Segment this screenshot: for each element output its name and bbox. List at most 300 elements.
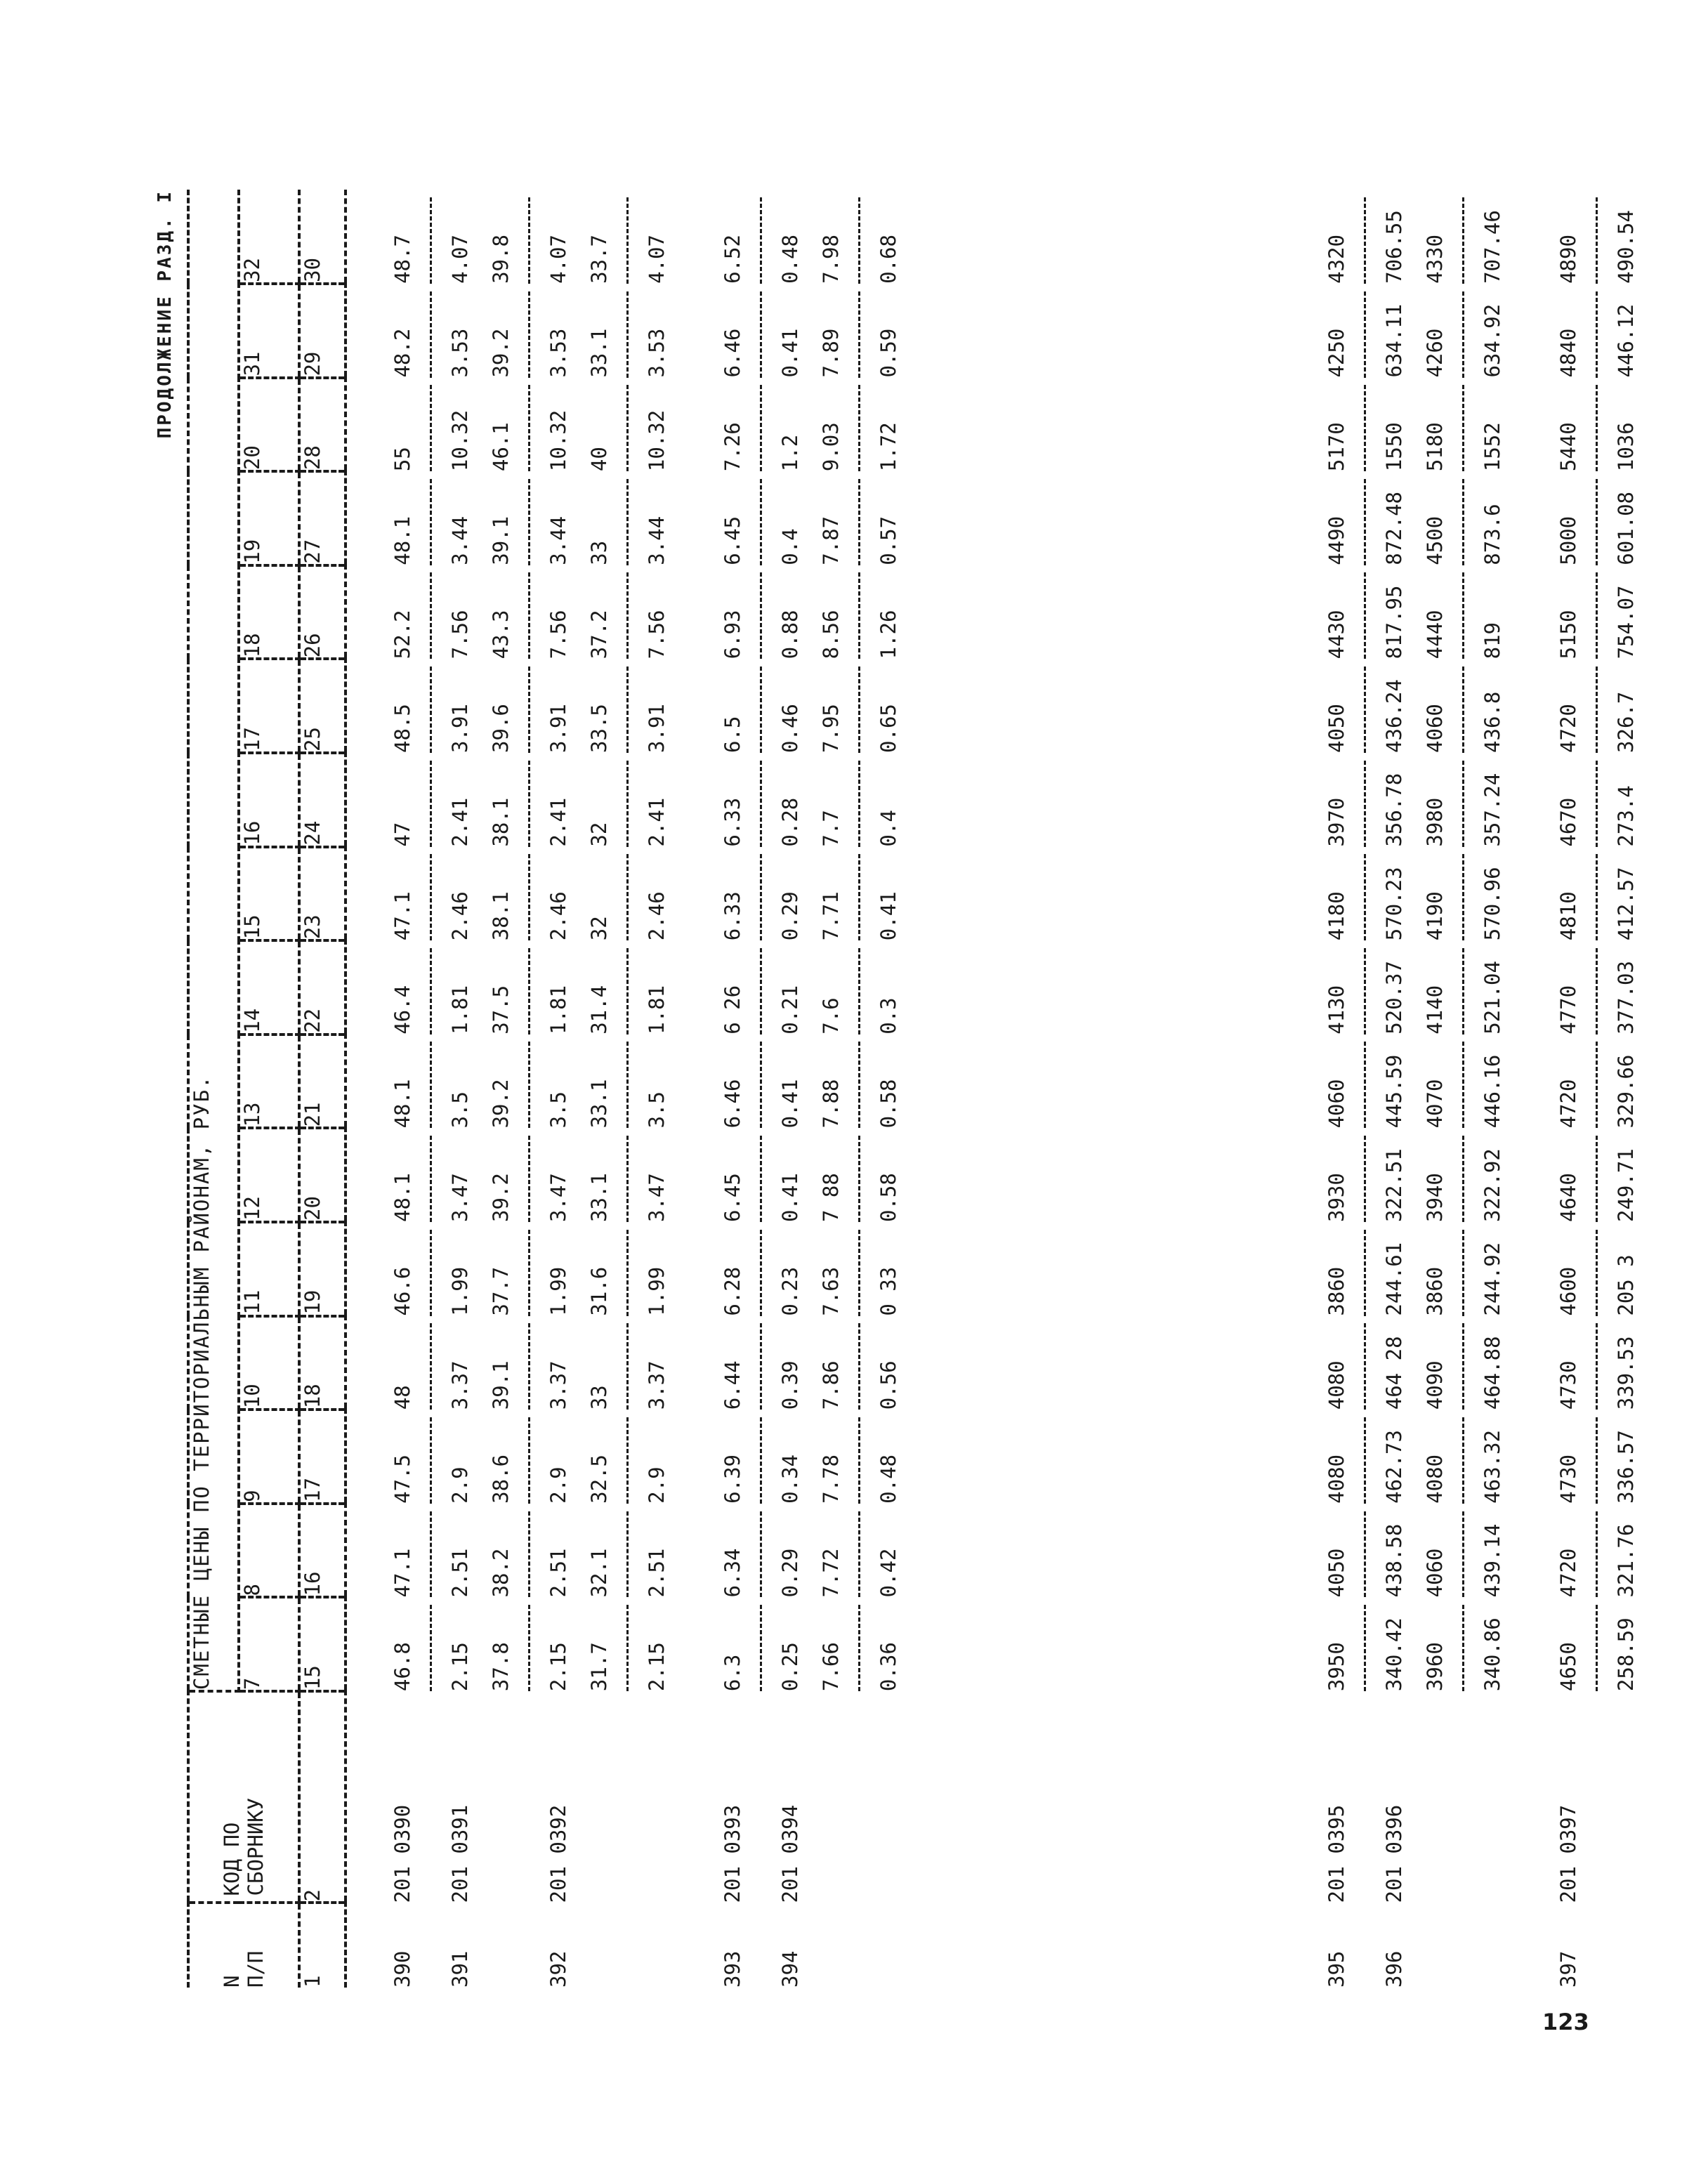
dash-separator <box>760 1323 762 1410</box>
row-code <box>636 1691 677 1903</box>
price-cell: 873.6 <box>1480 504 1504 565</box>
price-cell: 5440 <box>1556 422 1580 472</box>
price-cell: 37.7 <box>489 1266 513 1316</box>
dash-separator <box>1596 291 1598 378</box>
price-cell: 5000 <box>1556 516 1580 565</box>
price-cell: 6.3 <box>721 1654 744 1692</box>
price-cell: 3.37 <box>645 1360 669 1410</box>
dash-separator <box>528 948 530 1035</box>
price-cell: 0.36 <box>876 1642 900 1692</box>
dash-separator <box>858 385 860 471</box>
dash-separator <box>1596 761 1598 847</box>
row-number <box>1472 1903 1513 1988</box>
price-cell: 1.99 <box>546 1266 570 1316</box>
price-cell: 2.41 <box>546 797 570 847</box>
price-cell: 7.56 <box>546 610 570 659</box>
price-cell: 32 <box>587 822 611 847</box>
price-cell: 0.4 <box>778 528 802 565</box>
price-cell: 2.9 <box>448 1466 472 1504</box>
dash-separator <box>1596 385 1598 471</box>
dash-separator <box>1462 1042 1464 1129</box>
separator-row <box>1455 190 1472 1988</box>
price-cell: 258.59 <box>1614 1617 1638 1692</box>
price-cell: 321.76 <box>1614 1523 1638 1598</box>
dash-separator <box>626 948 629 1035</box>
dash-separator <box>1364 948 1366 1035</box>
price-cell: 6.45 <box>721 1173 744 1223</box>
dash-separator <box>858 1230 860 1316</box>
row-code <box>1605 1691 1646 1903</box>
price-cell: 4890 <box>1556 235 1580 284</box>
dash-separator <box>858 1042 860 1129</box>
price-cell: 2.46 <box>448 891 472 941</box>
row-code <box>1414 1691 1455 1903</box>
dash-separator <box>528 197 530 284</box>
price-cell: 520.37 <box>1382 961 1406 1035</box>
row-code: 201 0393 <box>721 1804 744 1903</box>
separator-row <box>1589 190 1605 1988</box>
row-code: 201 0394 <box>778 1804 802 1903</box>
price-cell: 322.51 <box>1382 1148 1406 1223</box>
table-row <box>770 190 810 1988</box>
price-cell: 329.66 <box>1614 1054 1638 1129</box>
price-cell: 7.87 <box>819 516 843 565</box>
price-cell: 4060 <box>1423 704 1447 753</box>
header-code-cell <box>188 1691 299 1903</box>
price-cell: 38.6 <box>489 1455 513 1504</box>
price-cell: 6.46 <box>721 328 744 378</box>
dash-separator <box>528 1511 530 1598</box>
price-cell: 37.8 <box>489 1642 513 1692</box>
price-cell: 43.3 <box>489 610 513 659</box>
dash-separator <box>1596 479 1598 565</box>
dash-separator <box>430 1323 432 1410</box>
price-cell: 7.72 <box>819 1548 843 1598</box>
separator-row <box>851 190 868 1988</box>
price-cell: 6 26 <box>721 985 744 1035</box>
price-cell: 570.96 <box>1480 867 1504 941</box>
price-cell: 3.5 <box>645 1091 669 1129</box>
price-cell: 7.86 <box>819 1360 843 1410</box>
price-cell: 634.11 <box>1382 303 1406 378</box>
price-cell: 7.6 <box>819 997 843 1035</box>
price-cell: 3.91 <box>448 704 472 753</box>
price-cell: 244.92 <box>1480 1242 1504 1316</box>
dash-separator <box>1596 1605 1598 1691</box>
price-cell: 6.52 <box>721 235 744 284</box>
dash-separator <box>1462 197 1464 284</box>
price-table <box>187 190 1646 1988</box>
row-number: 394 <box>778 1950 802 1988</box>
row-number <box>810 1903 851 1988</box>
table-row <box>1414 190 1455 1988</box>
dash-separator <box>1596 667 1598 753</box>
price-cell: 439.14 <box>1480 1523 1504 1598</box>
price-cell: 490.54 <box>1614 210 1638 284</box>
table-row <box>480 190 521 1988</box>
price-cell: 521.04 <box>1480 961 1504 1035</box>
dash-separator <box>1364 197 1366 284</box>
price-cell: 39.2 <box>489 1173 513 1223</box>
price-cell: 1.81 <box>645 985 669 1035</box>
price-cell: 32.5 <box>587 1455 611 1504</box>
price-cell: 1.99 <box>448 1266 472 1316</box>
dash-separator <box>430 761 432 847</box>
dash-separator <box>1364 291 1366 378</box>
row-number <box>480 1903 521 1988</box>
price-cell: 0.56 <box>876 1360 900 1410</box>
price-cell: 6.28 <box>721 1266 744 1316</box>
price-cell: 4.07 <box>546 235 570 284</box>
dash-separator <box>760 1042 762 1129</box>
price-cell: 7.78 <box>819 1455 843 1504</box>
dash-separator <box>430 1511 432 1598</box>
dash-separator <box>430 948 432 1035</box>
price-cell: 0.58 <box>876 1173 900 1223</box>
dash-separator <box>528 572 530 659</box>
dash-separator <box>430 1417 432 1504</box>
header-code-label-2: СБОРНИКУ <box>244 1797 268 1896</box>
district-number: 20 <box>239 378 299 472</box>
dash-separator <box>1462 667 1464 753</box>
dash-separator <box>626 572 629 659</box>
dash-separator <box>858 1136 860 1222</box>
price-cell: 33.1 <box>587 328 611 378</box>
price-cell: 7.63 <box>819 1266 843 1316</box>
dash-separator <box>626 197 629 284</box>
dash-separator <box>430 572 432 659</box>
price-cell: 4320 <box>1325 235 1348 284</box>
price-cell: 0.39 <box>778 1360 802 1410</box>
section-continuation-label: ПРОДОЛЖЕНИЕ РАЗД. I <box>155 190 176 439</box>
row-number <box>868 1903 909 1988</box>
price-cell: 6.45 <box>721 516 744 565</box>
row-number: 395 <box>1325 1950 1348 1988</box>
price-cell: 10.32 <box>546 409 570 472</box>
dash-separator <box>760 667 762 753</box>
dash-separator <box>760 197 762 284</box>
price-cell: 48.1 <box>390 1079 414 1129</box>
price-cell: 4330 <box>1423 235 1447 284</box>
row-code: 201 0391 <box>448 1804 472 1903</box>
dash-separator <box>1462 761 1464 847</box>
price-cell: 39.1 <box>489 1360 513 1410</box>
price-cell: 436.24 <box>1382 679 1406 753</box>
dash-separator <box>626 1511 629 1598</box>
dash-separator <box>858 761 860 847</box>
dash-separator <box>626 854 629 940</box>
dash-separator <box>430 1136 432 1222</box>
dash-separator <box>858 1511 860 1598</box>
price-cell: 0.28 <box>778 797 802 847</box>
price-cell: 5180 <box>1423 422 1447 472</box>
dash-separator <box>1364 667 1366 753</box>
table-row <box>440 190 480 1988</box>
price-cell: 0.46 <box>778 704 802 753</box>
row-code: 201 0392 <box>546 1804 570 1903</box>
price-cell: 38.1 <box>489 797 513 847</box>
dash-separator <box>760 1417 762 1504</box>
district-number: 10 <box>239 1316 299 1410</box>
column-number: 2 <box>299 1691 346 1903</box>
dash-separator <box>626 667 629 753</box>
price-cell: 46.4 <box>390 985 414 1035</box>
dash-separator <box>760 479 762 565</box>
price-cell: 5170 <box>1325 422 1348 472</box>
price-cell: 5150 <box>1556 610 1580 659</box>
dash-separator <box>1462 854 1464 940</box>
district-number: 15 <box>239 847 299 941</box>
price-cell: 336.57 <box>1614 1430 1638 1504</box>
price-cell: 48.2 <box>390 328 414 378</box>
price-cell: 2.51 <box>448 1548 472 1598</box>
dash-separator <box>528 1136 530 1222</box>
table-row <box>810 190 851 1988</box>
price-cell: 4500 <box>1423 516 1447 565</box>
price-cell: 3.47 <box>546 1173 570 1223</box>
price-cell: 0 33 <box>876 1266 900 1316</box>
price-cell: 37.5 <box>489 985 513 1035</box>
price-cell: 4770 <box>1556 985 1580 1035</box>
price-cell: 2.9 <box>546 1466 570 1504</box>
price-cell: 4080 <box>1325 1360 1348 1410</box>
price-cell: 273.4 <box>1614 785 1638 847</box>
dash-separator <box>430 1605 432 1691</box>
price-cell: 340.42 <box>1382 1617 1406 1692</box>
price-cell: 33.5 <box>587 704 611 753</box>
price-cell: 436.8 <box>1480 691 1504 753</box>
row-number: 391 <box>448 1950 472 1988</box>
price-cell: 32 <box>587 916 611 941</box>
price-cell: 3930 <box>1325 1173 1348 1223</box>
dash-separator <box>626 291 629 378</box>
price-cell: 356.78 <box>1382 773 1406 847</box>
price-cell: 0.57 <box>876 516 900 565</box>
price-cell: 3960 <box>1423 1642 1447 1692</box>
dash-separator <box>1364 1605 1366 1691</box>
price-cell: 570.23 <box>1382 867 1406 941</box>
row-number <box>1414 1903 1455 1988</box>
price-cell: 1.2 <box>778 434 802 472</box>
price-cell: 31.4 <box>587 985 611 1035</box>
price-cell: 4190 <box>1423 891 1447 941</box>
price-cell: 2.51 <box>546 1548 570 1598</box>
price-cell: 446.12 <box>1614 303 1638 378</box>
price-cell: 1.26 <box>876 610 900 659</box>
table-row <box>636 190 677 1988</box>
price-cell: 4840 <box>1556 328 1580 378</box>
price-cell: 47.1 <box>390 891 414 941</box>
price-cell: 0.29 <box>778 1548 802 1598</box>
price-cell: 40 <box>587 447 611 472</box>
dash-separator <box>760 854 762 940</box>
price-cell: 2.46 <box>546 891 570 941</box>
price-cell: 7 88 <box>819 1173 843 1223</box>
separator-row <box>521 190 538 1988</box>
price-cell: 1.81 <box>546 985 570 1035</box>
header-n-label: N <box>220 1975 244 1988</box>
price-cell: 48 <box>390 1385 414 1410</box>
row-number: 396 <box>1382 1950 1406 1988</box>
price-cell: 4730 <box>1556 1360 1580 1410</box>
price-cell: 4180 <box>1325 891 1348 941</box>
price-cell: 438.58 <box>1382 1523 1406 1598</box>
district-number: 7 <box>239 1597 299 1691</box>
price-cell: 7.56 <box>645 610 669 659</box>
price-cell: 0.41 <box>778 1079 802 1129</box>
district-number: 12 <box>239 1128 299 1222</box>
table-body <box>346 190 1646 1988</box>
dash-separator <box>1462 1511 1464 1598</box>
row-code <box>579 1691 619 1903</box>
price-cell: 4130 <box>1325 985 1348 1035</box>
dash-separator <box>430 291 432 378</box>
dash-separator <box>760 291 762 378</box>
table-row <box>1605 190 1646 1988</box>
price-cell: 7.95 <box>819 704 843 753</box>
dash-separator <box>528 291 530 378</box>
price-cell: 3.91 <box>546 704 570 753</box>
price-cell: 0.23 <box>778 1266 802 1316</box>
dash-separator <box>858 197 860 284</box>
price-cell: 244.61 <box>1382 1242 1406 1316</box>
price-cell: 6.39 <box>721 1455 744 1504</box>
price-cell: 7.66 <box>819 1642 843 1692</box>
column-number: 30 <box>299 190 346 284</box>
price-cell: 47.1 <box>390 1548 414 1598</box>
price-cell: 4060 <box>1423 1548 1447 1598</box>
price-cell: 39.2 <box>489 1079 513 1129</box>
row-code <box>868 1691 909 1903</box>
row-code <box>480 1691 521 1903</box>
price-cell: 7.88 <box>819 1079 843 1129</box>
price-cell: 706.55 <box>1382 210 1406 284</box>
price-cell: 3860 <box>1423 1266 1447 1316</box>
row-number: 392 <box>546 1950 570 1988</box>
table-row <box>538 190 579 1988</box>
price-cell: 33 <box>587 540 611 565</box>
dash-separator <box>858 1417 860 1504</box>
dash-separator <box>760 572 762 659</box>
dash-separator <box>430 1042 432 1129</box>
price-cell: 339.53 <box>1614 1336 1638 1410</box>
price-cell: 33.7 <box>587 235 611 284</box>
price-cell: 32.1 <box>587 1548 611 1598</box>
dash-separator <box>1364 1230 1366 1316</box>
row-code: 201 0396 <box>1382 1804 1406 1903</box>
price-cell: 4600 <box>1556 1266 1580 1316</box>
price-cell: 1036 <box>1614 422 1638 472</box>
price-cell: 3.53 <box>645 328 669 378</box>
row-number <box>579 1903 619 1988</box>
dash-separator <box>1462 1323 1464 1410</box>
dash-separator <box>1596 572 1598 659</box>
district-number: 18 <box>239 565 299 659</box>
price-cell: 2.46 <box>645 891 669 941</box>
district-number: 14 <box>239 940 299 1035</box>
dash-separator <box>626 385 629 471</box>
row-number: 397 <box>1556 1950 1580 1988</box>
price-cell: 707.46 <box>1480 210 1504 284</box>
dash-separator <box>760 1230 762 1316</box>
price-cell: 10.32 <box>645 409 669 472</box>
price-cell: 48.5 <box>390 704 414 753</box>
price-cell: 48.1 <box>390 516 414 565</box>
dash-separator <box>1462 1136 1464 1222</box>
price-cell: 3.53 <box>546 328 570 378</box>
dash-separator <box>528 1042 530 1129</box>
price-cell: 3.5 <box>546 1091 570 1129</box>
price-cell: 4720 <box>1556 704 1580 753</box>
price-cell: 48.1 <box>390 1173 414 1223</box>
header-title: СМЕТНЫЕ ЦЕНЫ ПО ТЕРРИТОРИАЛЬНЫМ РАЙОНАМ, РУБ. <box>188 190 239 1691</box>
separator-row <box>619 190 636 1988</box>
price-cell: 39.1 <box>489 516 513 565</box>
price-cell: 38.1 <box>489 891 513 941</box>
price-cell: 6.44 <box>721 1360 744 1410</box>
dash-separator <box>430 854 432 940</box>
dash-separator <box>760 948 762 1035</box>
price-cell: 4080 <box>1325 1455 1348 1504</box>
dash-separator <box>858 479 860 565</box>
price-cell: 3.47 <box>448 1173 472 1223</box>
column-number: 17 <box>299 1410 346 1504</box>
dash-separator <box>858 291 860 378</box>
dash-separator <box>528 854 530 940</box>
dash-separator <box>626 1417 629 1504</box>
dash-separator <box>760 1136 762 1222</box>
dash-separator <box>1364 385 1366 471</box>
row-number: 390 <box>390 1950 414 1988</box>
price-cell: 872.48 <box>1382 491 1406 565</box>
column-number: 23 <box>299 847 346 941</box>
dash-separator <box>1596 1230 1598 1316</box>
price-cell: 326.7 <box>1614 691 1638 753</box>
price-cell: 47.5 <box>390 1455 414 1504</box>
price-cell: 4070 <box>1423 1079 1447 1129</box>
column-number: 18 <box>299 1316 346 1410</box>
dash-separator <box>1462 572 1464 659</box>
price-cell: 39.8 <box>489 235 513 284</box>
dash-separator <box>1596 1042 1598 1129</box>
dash-separator <box>858 667 860 753</box>
column-number: 1 <box>299 1903 346 1988</box>
dash-separator <box>430 667 432 753</box>
price-cell: 4670 <box>1556 797 1580 847</box>
row-code: 201 0397 <box>1556 1804 1580 1903</box>
price-cell: 8.56 <box>819 610 843 659</box>
dash-separator <box>1364 1323 1366 1410</box>
dash-separator <box>1364 1042 1366 1129</box>
price-cell: 462.73 <box>1382 1430 1406 1504</box>
price-cell: 3970 <box>1325 797 1348 847</box>
dash-separator <box>1462 385 1464 471</box>
price-cell: 4140 <box>1423 985 1447 1035</box>
dash-separator <box>858 572 860 659</box>
column-number: 20 <box>299 1128 346 1222</box>
price-cell: 249.71 <box>1614 1148 1638 1223</box>
dash-separator <box>528 385 530 471</box>
price-cell: 2.41 <box>448 797 472 847</box>
price-cell: 3.44 <box>546 516 570 565</box>
price-cell: 4250 <box>1325 328 1348 378</box>
column-number: 15 <box>299 1597 346 1691</box>
price-cell: 4720 <box>1556 1079 1580 1129</box>
dash-separator <box>626 1136 629 1222</box>
dash-separator <box>858 948 860 1035</box>
price-cell: 6.5 <box>721 716 744 753</box>
table-row <box>382 190 423 1988</box>
